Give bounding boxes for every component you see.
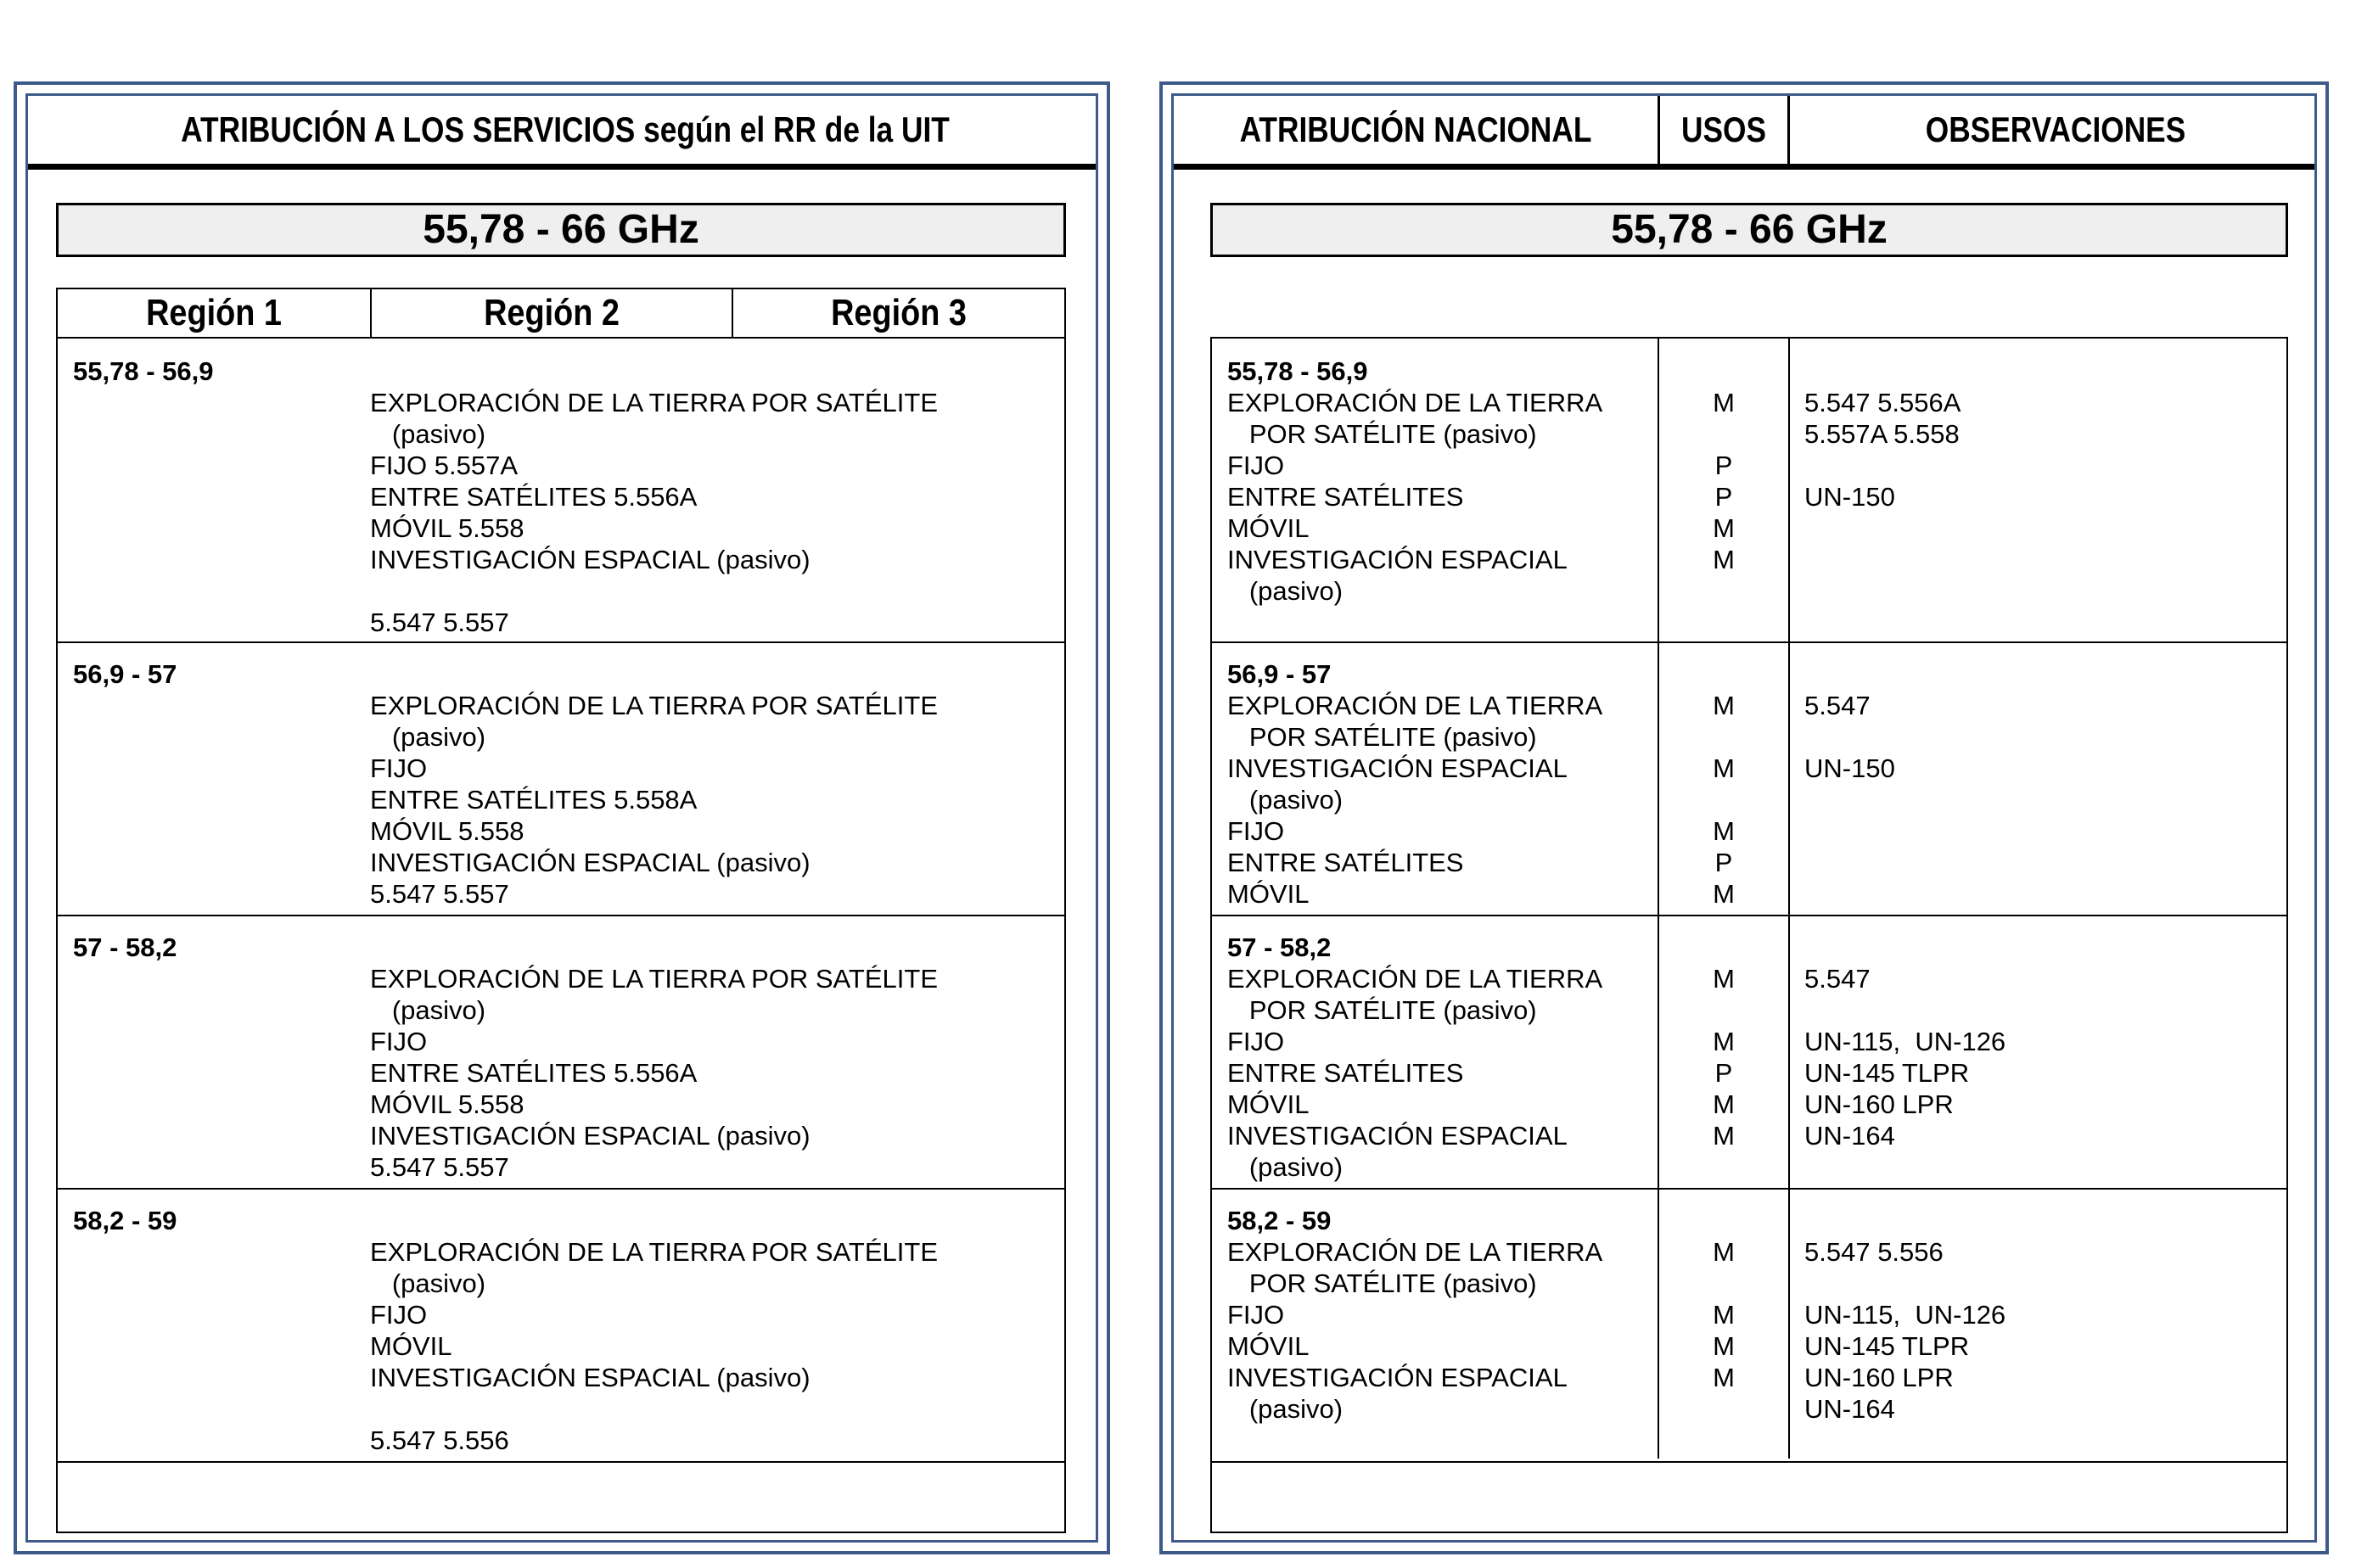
region-2-header: Región 2 — [484, 292, 620, 333]
national-allocation-panel — [1159, 81, 2329, 1554]
itu-header — [28, 96, 1096, 170]
itu-segment-3 — [58, 916, 1064, 1188]
segment-usos: M M M M — [1713, 1237, 1735, 1392]
segment-range: 57 - 58,2 — [1227, 932, 1332, 962]
national-allocation-table — [1210, 337, 2288, 1533]
itu-allocation-panel — [14, 81, 1110, 1554]
segment-range: 56,9 - 57 — [73, 659, 177, 689]
segment-range: 58,2 - 59 — [1227, 1206, 1332, 1235]
segment-range: 57 - 58,2 — [73, 932, 177, 962]
segment-observaciones: 5.547 UN-150 — [1804, 691, 1895, 783]
segment-services: EXPLORACIÓN DE LA TIERRA POR SATÉLITE (pasivo) FIJO 5.557A ENTRE SATÉLITES 5.556A MÓVIL 5.558 INVESTIGACIÓN ESPACIAL (pasivo) 5.547 5.557 — [370, 388, 938, 637]
segment-services: EXPLORACIÓN DE LA TIERRA POR SATÉLITE (pasivo) FIJO MÓVIL INVESTIGACIÓN ESPACIAL (pasivo) 5.547 5.556 — [370, 1237, 938, 1455]
segment-range: 55,78 - 56,9 — [1227, 356, 1368, 386]
itu-allocation-table — [56, 337, 1066, 1533]
national-segment-2 — [1212, 643, 2286, 915]
national-segment-4 — [1212, 1190, 2286, 1461]
segment-usos: M M P M M — [1713, 964, 1735, 1151]
region-1-header: Región 1 — [146, 292, 282, 333]
frequency-band-title: 55,78 - 66 GHz — [56, 203, 1066, 257]
segment-observaciones: 5.547 5.556A 5.557A 5.558 UN-150 — [1804, 388, 1961, 512]
segment-services: EXPLORACIÓN DE LA TIERRA POR SATÉLITE (pasivo) FIJO ENTRE SATÉLITES MÓVIL INVESTIGACIÓN ESPACIAL (pasivo) — [1227, 388, 1603, 606]
segment-observaciones: 5.547 UN-115, UN-126 UN-145 TLPR UN-160 LPR UN-164 — [1804, 964, 2006, 1151]
segment-services: EXPLORACIÓN DE LA TIERRA POR SATÉLITE (pasivo) INVESTIGACIÓN ESPACIAL (pasivo) FIJO ENTRE SATÉLITES MÓVIL — [1227, 691, 1603, 909]
segment-observaciones: 5.547 5.556 UN-115, UN-126 UN-145 TLPR UN-160 LPR UN-164 — [1804, 1237, 2006, 1424]
itu-segment-2 — [58, 643, 1064, 915]
frequency-band-title: 55,78 - 66 GHz — [1210, 203, 2288, 257]
national-segment-3 — [1212, 916, 2286, 1188]
itu-header-title: ATRIBUCIÓN A LOS SERVICIOS según el RR de la UIT — [181, 109, 950, 149]
segment-services: EXPLORACIÓN DE LA TIERRA POR SATÉLITE (pasivo) FIJO ENTRE SATÉLITES 5.558A MÓVIL 5.558 INVESTIGACIÓN ESPACIAL (pasivo) 5.547 5.557 — [370, 691, 938, 909]
national-segment-1 — [1212, 339, 2286, 641]
header-usos: USOS — [1681, 109, 1766, 149]
segment-range: 55,78 - 56,9 — [73, 356, 214, 386]
segment-usos: M M M P M — [1713, 691, 1735, 909]
itu-allocation-frame — [25, 93, 1098, 1543]
segment-services: EXPLORACIÓN DE LA TIERRA POR SATÉLITE (pasivo) FIJO MÓVIL INVESTIGACIÓN ESPACIAL (pasivo) — [1227, 1237, 1603, 1424]
national-header — [1174, 96, 2314, 170]
region-header-row — [56, 288, 1066, 337]
segment-services: EXPLORACIÓN DE LA TIERRA POR SATÉLITE (pasivo) FIJO ENTRE SATÉLITES MÓVIL INVESTIGACIÓN ESPACIAL (pasivo) — [1227, 964, 1603, 1182]
segment-usos: M P P M M — [1713, 388, 1735, 574]
itu-segment-1 — [58, 339, 1064, 641]
itu-segment-4 — [58, 1190, 1064, 1461]
region-3-header: Región 3 — [831, 292, 967, 333]
national-allocation-frame — [1171, 93, 2317, 1543]
header-observaciones: OBSERVACIONES — [1925, 109, 2186, 149]
segment-services: EXPLORACIÓN DE LA TIERRA POR SATÉLITE (pasivo) FIJO ENTRE SATÉLITES 5.556A MÓVIL 5.558 INVESTIGACIÓN ESPACIAL (pasivo) 5.547 5.557 — [370, 964, 938, 1182]
header-national-allocation: ATRIBUCIÓN NACIONAL — [1239, 109, 1592, 149]
segment-range: 58,2 - 59 — [73, 1206, 177, 1235]
segment-range: 56,9 - 57 — [1227, 659, 1332, 689]
